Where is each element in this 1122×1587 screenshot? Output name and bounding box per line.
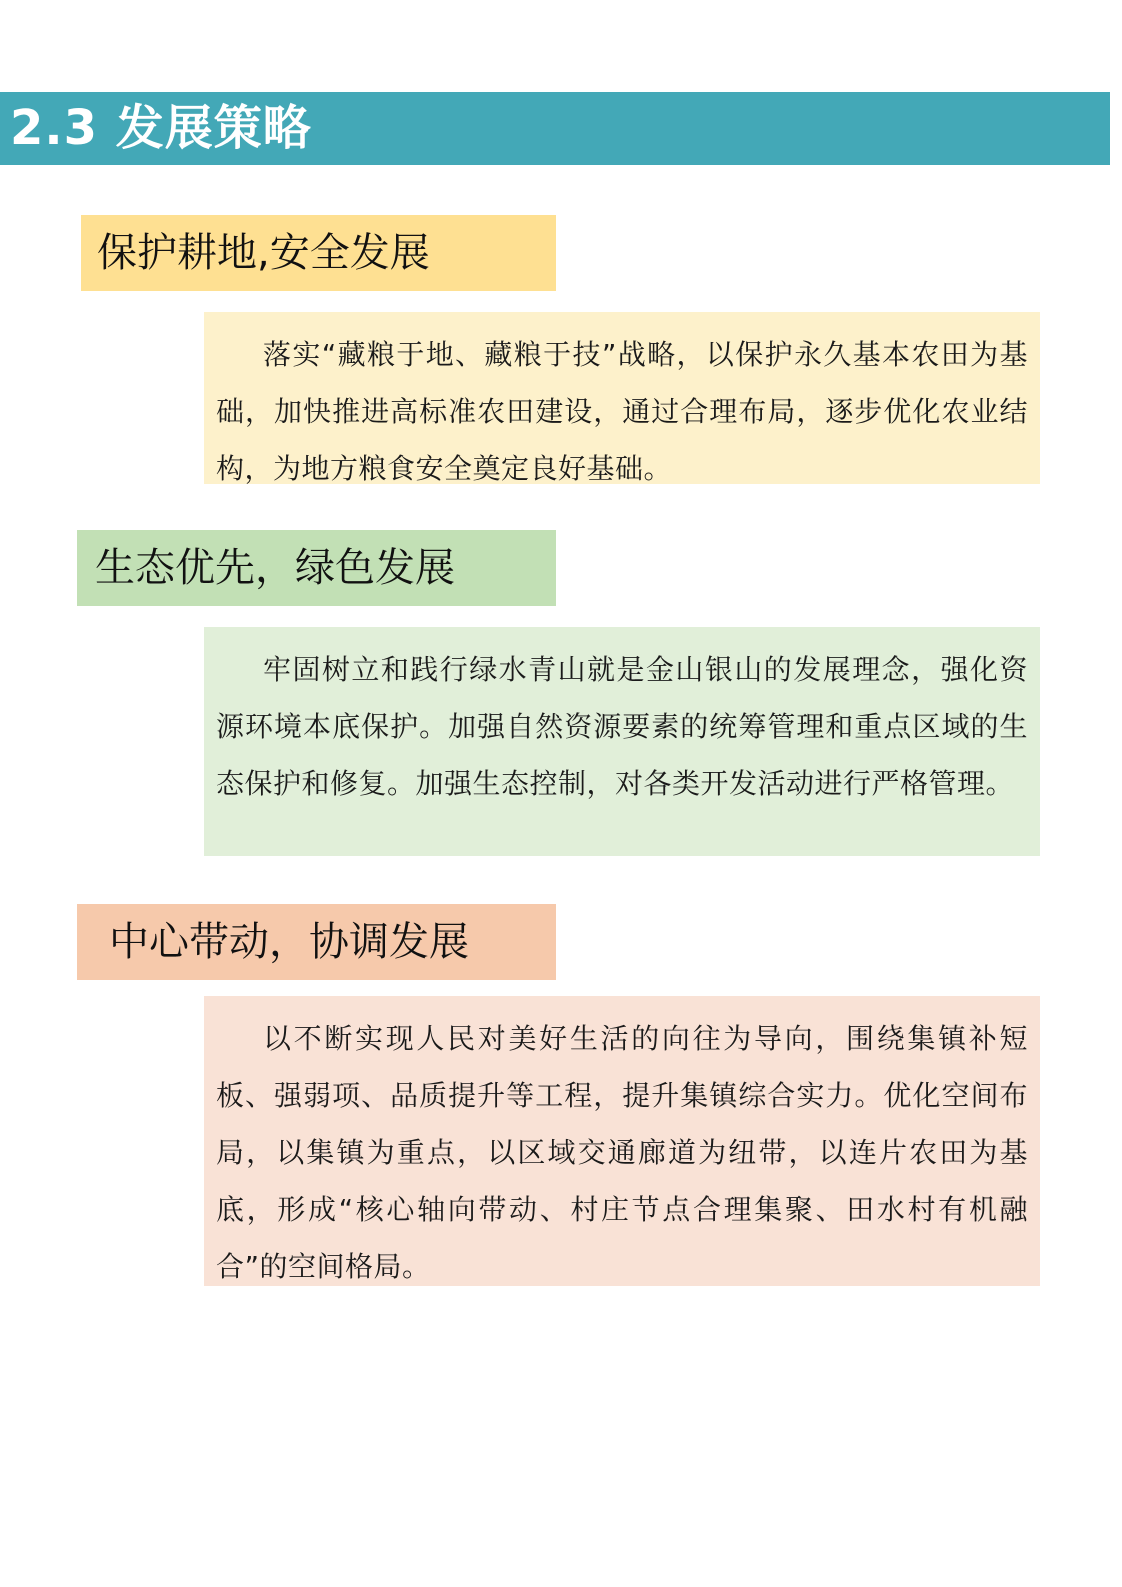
section-body-ecology: 牢固树立和践行绿水青山就是金山银山的发展理念，强化资源环境本底保护。加强自然资源要素的统筹管理和重点区域的生态保护和修复。加强生态控制，对各类开发活动进行严格管理。: [204, 627, 1040, 856]
page-title: 2.3 发展策略: [10, 100, 312, 156]
section-body-farmland: 落实“藏粮于地、藏粮于技”战略，以保护永久基本农田为基础，加快推进高标准农田建设，通过合理布局，逐步优化农业结构，为地方粮食安全奠定良好基础。: [204, 312, 1040, 484]
page-title-bar: [0, 92, 1110, 165]
section-heading-ecology: 生态优先，绿色发展: [77, 530, 556, 606]
section-heading-center: 中心带动，协调发展: [77, 904, 556, 980]
section-heading-farmland: 保护耕地,安全发展: [81, 215, 556, 291]
section-body-center: 以不断实现人民对美好生活的向往为导向，围绕集镇补短板、强弱项、品质提升等工程，提升集镇综合实力。优化空间布局，以集镇为重点，以区域交通廊道为纽带，以连片农田为基底，形成“核心轴向带动、村庄节点合理集聚、田水村有机融合”的空间格局。: [204, 996, 1040, 1286]
